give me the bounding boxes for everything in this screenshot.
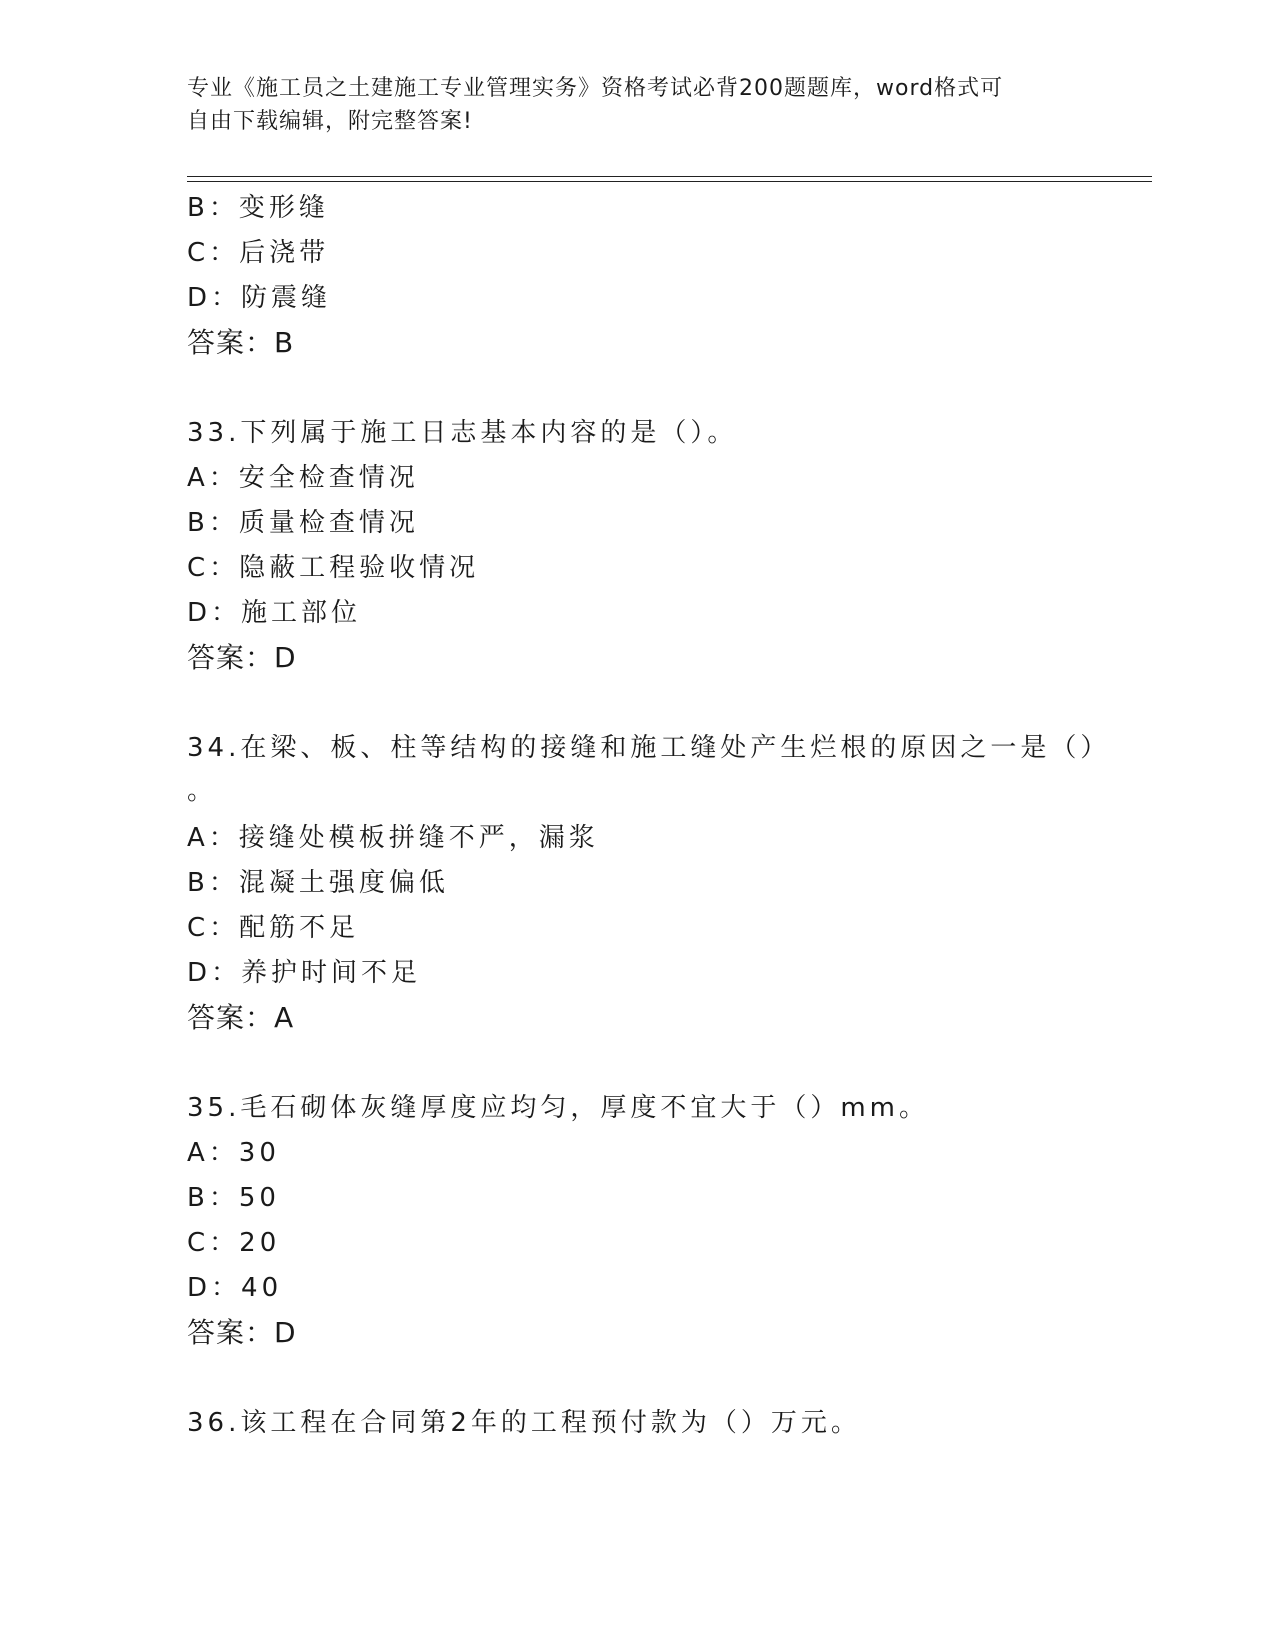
header-divider-top bbox=[187, 176, 1152, 177]
answer-line: 答案：D bbox=[187, 1316, 297, 1349]
document-header bbox=[187, 72, 1067, 138]
option-line: B：质量检查情况 bbox=[187, 508, 419, 538]
option-line: C：后浇带 bbox=[187, 238, 330, 268]
option-line: B：混凝土强度偏低 bbox=[187, 868, 449, 898]
question-text: 35.毛石砌体灰缝厚度应均匀，厚度不宜大于（）mm。 bbox=[187, 1093, 930, 1123]
header-line-1: 专业《施工员之土建施工专业管理实务》资格考试必背200题题库，word格式可 bbox=[187, 76, 1004, 101]
question-text: 33.下列属于施工日志基本内容的是（）。 bbox=[187, 418, 738, 448]
header-line-2: 自由下载编辑，附完整答案! bbox=[187, 109, 473, 134]
option-line: D：施工部位 bbox=[187, 598, 362, 628]
question-text-continued: 。 bbox=[187, 776, 218, 806]
header-divider-bottom bbox=[187, 181, 1152, 182]
option-line: B：50 bbox=[187, 1183, 280, 1213]
option-line: C：20 bbox=[187, 1228, 281, 1258]
option-line: A：30 bbox=[187, 1138, 280, 1168]
question-text: 36.该工程在合同第2年的工程预付款为（）万元。 bbox=[187, 1408, 861, 1438]
option-line: A：接缝处模板拼缝不严，漏浆 bbox=[187, 823, 599, 853]
option-line: C：配筋不足 bbox=[187, 913, 360, 943]
option-line: A：安全检查情况 bbox=[187, 463, 419, 493]
answer-line: 答案：A bbox=[187, 1001, 295, 1034]
option-line: C：隐蔽工程验收情况 bbox=[187, 553, 480, 583]
answer-line: 答案：D bbox=[187, 641, 297, 674]
option-line: D：40 bbox=[187, 1273, 283, 1303]
option-line: B：变形缝 bbox=[187, 193, 329, 223]
option-line: D：养护时间不足 bbox=[187, 958, 422, 988]
answer-line: 答案：B bbox=[187, 326, 295, 359]
option-line: D：防震缝 bbox=[187, 283, 332, 313]
question-text: 34.在梁、板、柱等结构的接缝和施工缝处产生烂根的原因之一是（） bbox=[187, 733, 1111, 763]
